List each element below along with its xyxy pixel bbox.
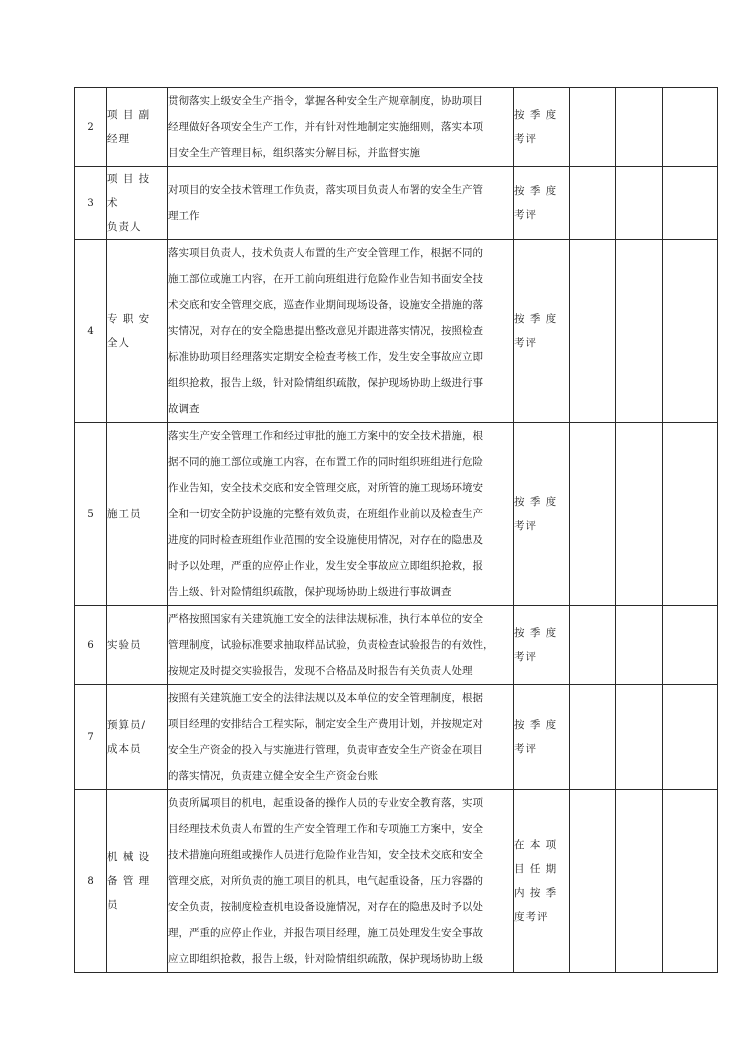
- assessment-cell: [514, 790, 570, 973]
- role-line: 成本员: [107, 743, 142, 755]
- duty-line: 技术措施向班组或操作人员进行危险作业告知，安全技术交底和安全: [168, 849, 483, 861]
- row-number: 3: [75, 167, 107, 240]
- blank-cell: [570, 790, 616, 973]
- duty-line: 目安全生产管理目标，组织落实分解目标，并监督实施: [168, 147, 420, 159]
- duty-line: 经理做好各项安全生产工作，并有针对性地制定实施细则，落实本项: [168, 121, 483, 133]
- table-row: [75, 606, 718, 685]
- duty-line: 按规定及时提交实验报告，发现不合格品及时报告有关负责人处理: [168, 665, 473, 677]
- blank-cell: [616, 167, 663, 240]
- duty-line: 按照有关建筑施工安全的法律法规以及本单位的安全管理制度，根据: [168, 692, 483, 704]
- duty-line: 安全生产资金的投入与实施进行管理，负责审查安全生产资金在项目: [168, 744, 483, 756]
- role-line: 负责人: [107, 221, 142, 233]
- duty-line: 进度的同时检查班组作业范围的安全设施使用情况，对存在的隐患及: [168, 534, 483, 546]
- duty-line: 理工作: [168, 210, 200, 222]
- blank-cell: [663, 790, 718, 973]
- duty-line: 标准协助项目经理落实定期安全检查考核工作，发生安全事故应立即: [168, 351, 483, 363]
- blank-cell: [616, 88, 663, 167]
- blank-cell: [570, 685, 616, 790]
- responsibility-table: [74, 87, 718, 973]
- table-row: [75, 240, 718, 423]
- blank-cell: [570, 606, 616, 685]
- duty-line: 落实生产安全管理工作和经过审批的施工方案中的安全技术措施，根: [168, 430, 483, 442]
- row-number: 7: [75, 685, 107, 790]
- blank-cell: [570, 88, 616, 167]
- duty-line: 施工部位或施工内容，在开工前向班组进行危险作业告知书面安全技: [168, 273, 483, 285]
- duty-cell: [168, 167, 514, 240]
- duty-line: 组织抢救，报告上级，针对险情组织疏散，保护现场协助上级进行事: [168, 377, 483, 389]
- duty-line: 应立即组织抢救，报告上级，针对险情组织疏散，保护现场协助上级: [168, 953, 483, 965]
- duty-line: 据不同的施工部位或施工内容，在布置工作的同时组织班组进行危险: [168, 456, 483, 468]
- table-row: [75, 88, 718, 167]
- table-row: [75, 685, 718, 790]
- duty-cell: [168, 790, 514, 973]
- duty-line: 告上级、针对险情组织疏散，保护现场协助上级进行事故调查: [168, 586, 452, 598]
- assessment-line: 按 季 度: [514, 627, 558, 639]
- duty-line: 实情况，对存在的安全隐患提出整改意见并跟进落实情况，按照检查: [168, 325, 483, 337]
- assessment-line: 考评: [514, 520, 537, 532]
- duty-cell: [168, 240, 514, 423]
- duty-line: 的落实情况，负责建立健全安全生产资金台账: [168, 770, 378, 782]
- row-number: 5: [75, 423, 107, 606]
- duty-line: 全和一切安全防护设施的完整有效负责，在班组作业前以及检查生产: [168, 508, 483, 520]
- role-cell: [107, 240, 168, 423]
- duty-line: 对项目的安全技术管理工作负责，落实项目负责人布署的安全生产管: [168, 184, 483, 196]
- assessment-line: 内 按 季: [514, 887, 558, 899]
- blank-cell: [663, 167, 718, 240]
- blank-cell: [616, 685, 663, 790]
- assessment-cell: [514, 88, 570, 167]
- role-line: 专 职 安: [107, 313, 151, 325]
- duty-line: 时予以处理，严重的应停止作业，发生安全事故应立即组织抢救，报: [168, 560, 483, 572]
- assessment-line: 按 季 度: [514, 185, 558, 197]
- blank-cell: [570, 240, 616, 423]
- duty-line: 故调查: [168, 403, 200, 415]
- assessment-cell: [514, 240, 570, 423]
- row-number: 4: [75, 240, 107, 423]
- blank-cell: [663, 423, 718, 606]
- role-line: 施工员: [107, 508, 142, 520]
- role-cell: [107, 790, 168, 973]
- assessment-line: 目 任 期: [514, 863, 558, 875]
- blank-cell: [616, 423, 663, 606]
- blank-cell: [616, 606, 663, 685]
- assessment-line: 按 季 度: [514, 496, 558, 508]
- blank-cell: [663, 606, 718, 685]
- assessment-line: 在 本 项: [514, 839, 558, 851]
- duty-line: 贯彻落实上级安全生产指令，掌握各种安全生产规章制度，协助项目: [168, 95, 483, 107]
- row-number: 6: [75, 606, 107, 685]
- role-cell: [107, 88, 168, 167]
- duty-line: 目经理技术负责人布置的生产安全管理工作和专项施工方案中，安全: [168, 823, 483, 835]
- table-row: [75, 167, 718, 240]
- role-cell: [107, 167, 168, 240]
- blank-cell: [570, 423, 616, 606]
- assessment-line: 考评: [514, 743, 537, 755]
- blank-cell: [663, 685, 718, 790]
- duty-line: 理，严重的应停止作业，并报告项目经理，施工员处理发生安全事故: [168, 927, 483, 939]
- duty-cell: [168, 88, 514, 167]
- table-body: [75, 88, 718, 973]
- duty-line: 安全负责，按制度检查机电设备设施情况，对存在的隐患及时予以处: [168, 901, 483, 913]
- assessment-cell: [514, 685, 570, 790]
- duty-cell: [168, 685, 514, 790]
- duty-line: 管理制度，试验标准要求抽取样品试验，负责检查试验报告的有效性，: [168, 639, 494, 651]
- duty-line: 作业告知，安全技术交底和安全管理交底，对所管的施工现场环境安: [168, 482, 483, 494]
- blank-cell: [616, 240, 663, 423]
- assessment-line: 度考评: [514, 911, 549, 923]
- role-cell: [107, 423, 168, 606]
- role-line: 全人: [107, 337, 130, 349]
- duty-cell: [168, 423, 514, 606]
- row-number: 8: [75, 790, 107, 973]
- assessment-line: 考评: [514, 651, 537, 663]
- duty-line: 负责所属项目的机电，起重设备的操作人员的专业安全教育落，实项: [168, 797, 483, 809]
- assessment-line: 考评: [514, 209, 537, 221]
- role-line: 实验员: [107, 639, 142, 651]
- duty-line: 落实项目负责人，技术负责人布置的生产安全管理工作，根据不同的: [168, 247, 483, 259]
- role-line: 备 管 理: [107, 875, 151, 887]
- assessment-cell: [514, 167, 570, 240]
- role-line: 术: [107, 197, 119, 209]
- assessment-line: 按 季 度: [514, 719, 558, 731]
- duty-line: 管理交底，对所负责的施工项目的机具，电气起重设备，压力容器的: [168, 875, 483, 887]
- role-line: 项 目 副: [107, 109, 151, 121]
- assessment-line: 考评: [514, 133, 537, 145]
- role-line: 项 目 技: [107, 173, 151, 185]
- role-line: 预算员/: [107, 719, 147, 731]
- assessment-line: 按 季 度: [514, 109, 558, 121]
- role-line: 员: [107, 899, 119, 911]
- table-row: [75, 423, 718, 606]
- assessment-cell: [514, 423, 570, 606]
- role-cell: [107, 685, 168, 790]
- role-line: 经理: [107, 133, 130, 145]
- assessment-line: 按 季 度: [514, 313, 558, 325]
- blank-cell: [663, 240, 718, 423]
- duty-cell: [168, 606, 514, 685]
- blank-cell: [570, 167, 616, 240]
- blank-cell: [663, 88, 718, 167]
- duty-line: 术交底和安全管理交底，巡查作业期间现场设备，设施安全措施的落: [168, 299, 483, 311]
- row-number: 2: [75, 88, 107, 167]
- duty-line: 项目经理的安排结合工程实际，制定安全生产费用计划，并按规定对: [168, 718, 483, 730]
- assessment-cell: [514, 606, 570, 685]
- role-cell: [107, 606, 168, 685]
- table-row: [75, 790, 718, 973]
- blank-cell: [616, 790, 663, 973]
- assessment-line: 考评: [514, 337, 537, 349]
- duty-line: 严格按照国家有关建筑施工安全的法律法规标准，执行本单位的安全: [168, 613, 483, 625]
- role-line: 机 械 设: [107, 851, 151, 863]
